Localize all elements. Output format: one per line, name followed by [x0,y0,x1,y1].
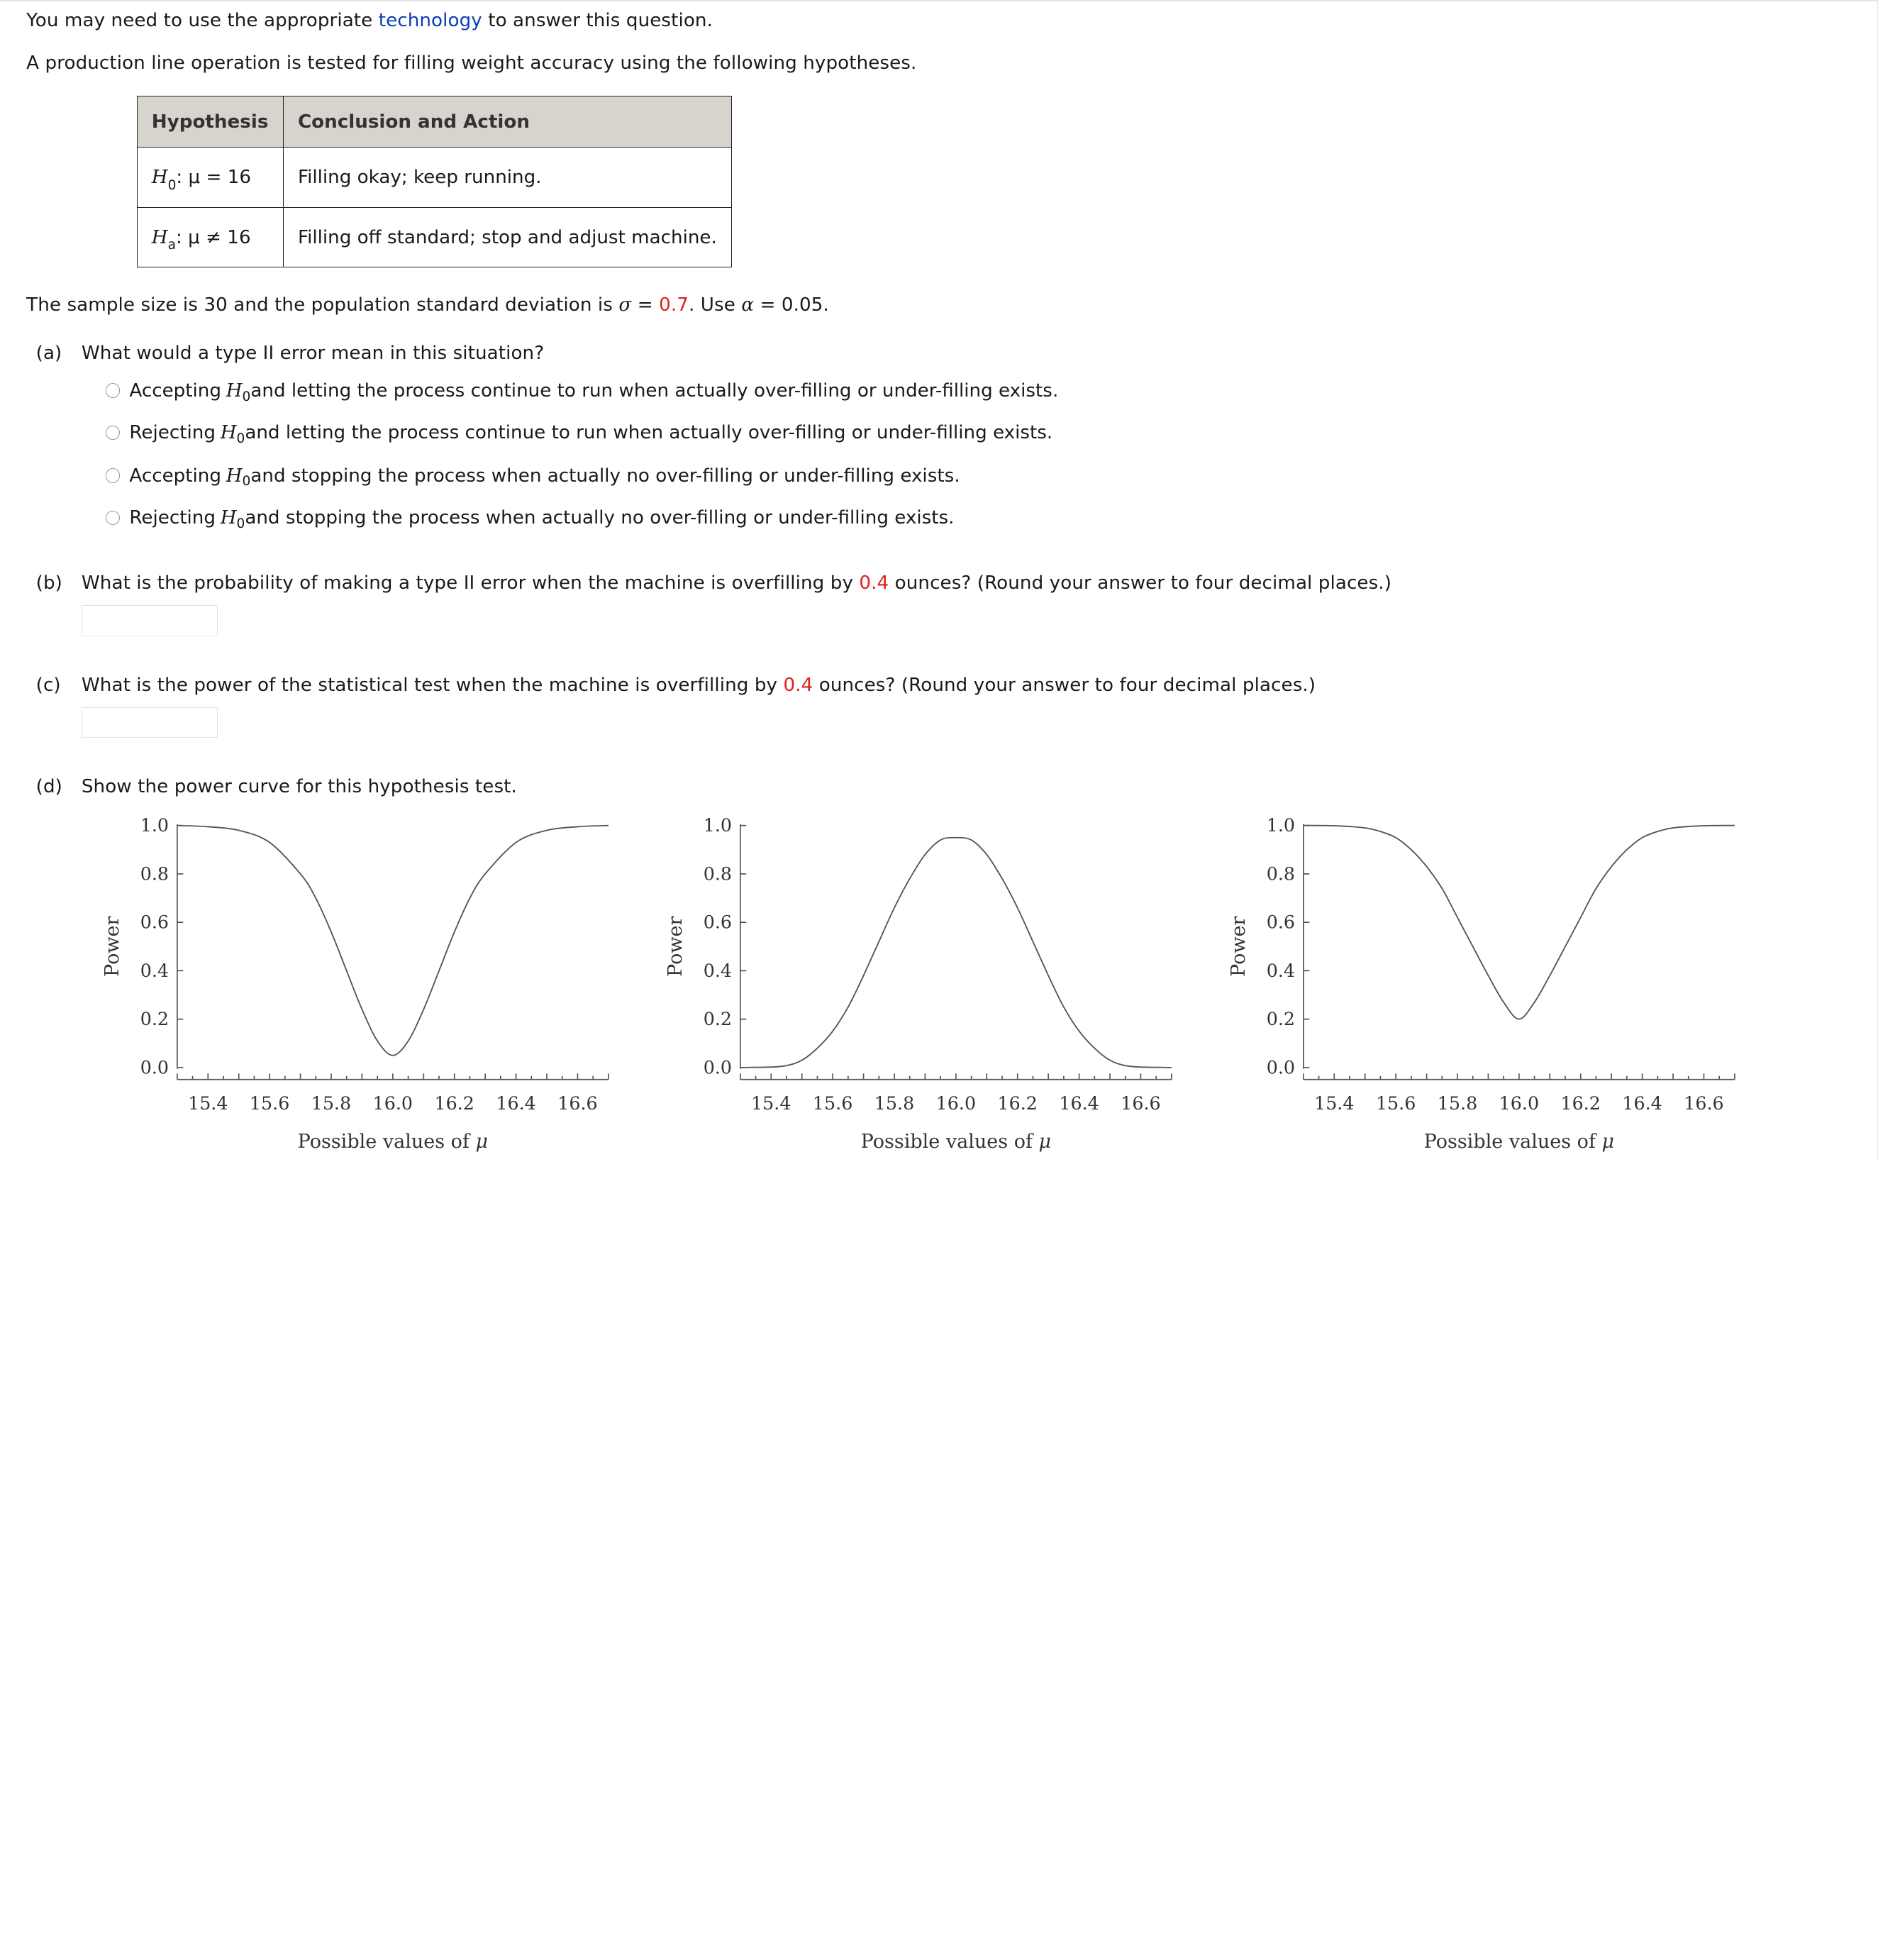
option-text: Rejecting [129,421,216,443]
parameters-text [26,294,829,316]
power-curve-line [177,826,609,1056]
mu-symbol: μ [1601,1131,1614,1153]
x-tick-label: 15.8 [1437,1092,1477,1114]
y-tick-label: 1.0 [703,814,732,836]
x-tick-label: 16.2 [997,1092,1038,1114]
h-symbol: H [151,167,168,189]
option-text: Rejecting [129,506,216,528]
h-relation: : μ ≠ 16 [175,226,251,248]
y-axis-label: Power [665,916,687,977]
alpha-symbol: α [741,294,755,316]
option-text-end: and letting the process continue to run when actually over-filling or under-filling exists. [250,380,1059,402]
x-tick-label: 16.6 [1684,1092,1724,1114]
overfill-value: 0.4 [859,572,889,594]
x-tick-label: 15.8 [874,1092,915,1114]
equals-sign: = [631,294,660,316]
alpha-value: = 0.05. [754,294,829,316]
y-tick-label: 0.2 [703,1008,732,1030]
table-row [137,208,732,267]
x-axis-label [861,1131,1052,1153]
part-b-label: (b) [35,572,62,594]
technology-note [26,10,713,31]
h-subscript: 0 [242,474,251,489]
part-a-label: (a) [35,343,62,365]
answer-option[interactable] [106,419,1053,445]
x-tick-label: 15.6 [250,1092,290,1114]
technology-note-text: You may need to use the appropriate [26,9,379,31]
option-text-end: and stopping the process when actually no over-filling or under-filling exists. [250,465,960,487]
y-tick-label: 0.4 [703,959,732,981]
x-tick-label: 16.6 [557,1092,598,1114]
table-row [137,148,732,208]
part-b-question [82,572,1391,594]
header-conclusion: Conclusion and Action [283,96,731,148]
header-hypothesis: Hypothesis [137,96,283,148]
x-tick-label: 16.0 [935,1092,977,1114]
y-tick-label: 0.6 [140,911,170,933]
x-tick-label: 15.8 [311,1092,352,1114]
scenario-text: A production line operation is tested for filling weight accuracy using the following hypotheses. [26,52,917,74]
h-subscript: 0 [242,389,251,404]
top-border [0,0,1878,1]
table-header-row [137,96,732,148]
y-tick-label: 0.0 [1266,1056,1295,1078]
overfill-value: 0.4 [783,674,813,696]
h-subscript: a [167,238,176,253]
x-tick-label: 16.6 [1121,1092,1161,1114]
y-axis-label: Power [1227,916,1250,977]
y-tick-label: 0.0 [703,1056,732,1078]
power-curve-chart-1[interactable] [96,805,659,1161]
power-input[interactable] [82,707,218,738]
option-text-end: and stopping the process when actually no over-filling or under-filling exists. [245,506,955,528]
y-tick-label: 0.4 [140,959,170,981]
part-c-question [82,675,1316,696]
part-c-text-end: ounces? (Round your answer to four decimal places.) [813,674,1316,696]
sigma-value: 0.7 [659,294,689,316]
h-symbol: H [226,465,243,487]
x-tick-label: 15.4 [188,1092,228,1114]
x-tick-label: 16.4 [1059,1092,1099,1114]
y-tick-label: 0.0 [140,1056,170,1078]
y-tick-label: 1.0 [1266,814,1295,836]
y-tick-label: 0.6 [1266,911,1295,933]
h-symbol: H [151,226,168,248]
part-d-label: (d) [35,776,62,798]
part-b-text-end: ounces? (Round your answer to four decimal places.) [889,572,1391,594]
part-d-question: Show the power curve for this hypothesis test. [81,776,517,798]
part-c-label: (c) [35,674,61,696]
answer-option[interactable] [106,504,955,531]
answer-option[interactable] [106,377,1059,404]
type-ii-error-input[interactable] [82,605,218,636]
h-symbol: H [220,421,237,443]
mu-symbol: μ [475,1131,489,1153]
y-tick-label: 0.8 [703,863,732,885]
y-tick-label: 0.8 [1266,863,1295,885]
power-curve-line [740,838,1172,1068]
h-subscript: 0 [236,431,245,446]
x-tick-label: 15.4 [751,1092,791,1114]
h-subscript: 0 [167,177,177,193]
x-tick-label: 16.0 [1499,1092,1539,1114]
x-tick-label: 16.4 [1622,1092,1662,1114]
sigma-symbol: σ [618,294,632,316]
hypothesis-table [137,96,733,267]
x-axis-label-text: Possible values of [1423,1131,1602,1153]
power-curve-chart-3[interactable] [1222,805,1785,1161]
option-text: Accepting [129,380,221,402]
x-tick-label: 15.4 [1313,1092,1355,1114]
part-b-text: What is the probability of making a type II error when the machine is overfilling by [81,572,860,594]
params-text-2: . Use [689,294,742,316]
x-axis-label-text: Possible values of [860,1131,1039,1153]
x-axis-label [298,1131,488,1153]
x-tick-label: 16.2 [434,1092,475,1114]
x-axis-label-text: Possible values of [297,1131,476,1153]
params-text-1: The sample size is 30 and the population standard deviation is [26,294,619,316]
y-axis-label: Power [101,916,124,977]
x-tick-label: 16.0 [372,1092,413,1114]
technology-link[interactable]: technology [378,9,482,31]
h-symbol: H [226,380,243,402]
power-curve-chart-2[interactable] [659,805,1222,1161]
radio-button[interactable] [106,468,120,482]
mu-symbol: μ [1038,1131,1052,1153]
part-c-text: What is the power of the statistical test when the machine is overfilling by [81,674,784,696]
radio-button[interactable] [106,426,120,440]
h-relation: : μ = 16 [176,167,252,189]
h-subscript: 0 [236,516,245,531]
part-a-question: What would a type II error mean in this situation? [81,343,545,365]
y-tick-label: 0.2 [140,1008,170,1030]
power-curve-line [1304,826,1735,1019]
x-tick-label: 15.6 [1375,1092,1416,1114]
radio-button[interactable] [106,383,120,397]
h-symbol: H [220,506,237,528]
hypothesis-cell [137,148,283,208]
conclusion-cell: Filling off standard; stop and adjust machine. [283,208,731,267]
y-tick-label: 0.8 [140,863,170,885]
x-axis-label [1423,1131,1614,1153]
option-text-end: and letting the process continue to run when actually over-filling or under-filling exists. [245,421,1053,443]
y-tick-label: 0.4 [1266,959,1295,981]
conclusion-cell: Filling okay; keep running. [283,148,731,208]
x-tick-label: 15.6 [812,1092,853,1114]
option-text: Accepting [129,465,221,487]
y-tick-label: 0.2 [1266,1008,1295,1030]
hypothesis-cell [137,208,283,267]
x-tick-label: 16.4 [496,1092,536,1114]
technology-note-text-end: to answer this question. [482,9,713,31]
x-tick-label: 16.2 [1560,1092,1601,1114]
answer-option[interactable] [106,463,960,489]
radio-button[interactable] [106,511,120,525]
y-tick-label: 1.0 [140,814,170,836]
y-tick-label: 0.6 [703,911,732,933]
